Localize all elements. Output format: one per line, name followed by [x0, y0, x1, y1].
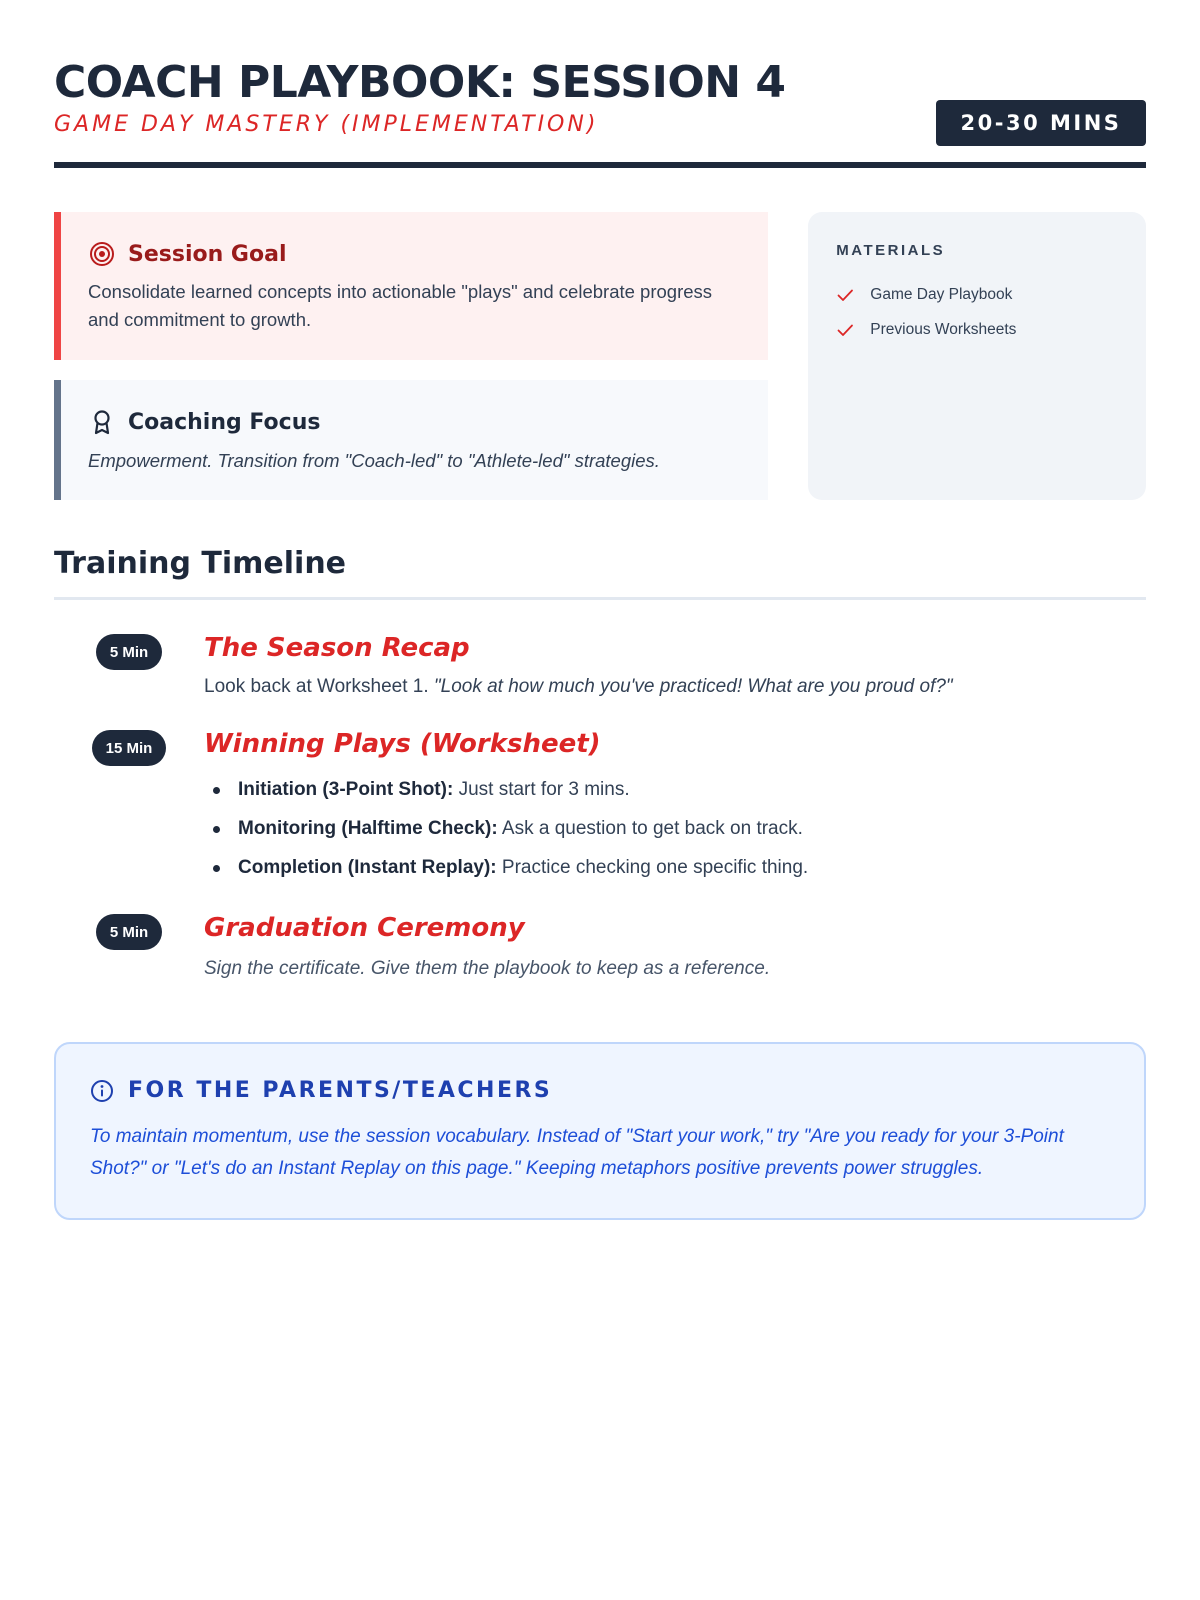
materials-item-label: Previous Worksheets: [870, 320, 1017, 338]
materials-list: [836, 277, 1118, 347]
session-goal-title: Session Goal: [128, 241, 287, 267]
coaching-focus-text: Empowerment. Transition from "Coach-led" to "Athlete-led" strategies.: [88, 450, 660, 471]
materials-item: [836, 312, 1118, 347]
list-item-text: Practice checking one specific thing.: [496, 857, 809, 878]
materials-item-label: Game Day Playbook: [870, 285, 1013, 303]
list-item-text: Ask a question to get back on track.: [497, 818, 803, 839]
overview-row: [54, 212, 1146, 500]
award-ribbon-icon: [88, 408, 116, 436]
duration-pill: 5 Min: [96, 634, 162, 670]
info-icon: [90, 1079, 114, 1103]
list-item: [204, 770, 1146, 809]
page-title: COACH PLAYBOOK: SESSION 4: [54, 57, 786, 108]
timeline-item-season-recap: [54, 630, 1146, 726]
timeline-title: Training Timeline: [54, 546, 1146, 600]
target-icon: [88, 240, 116, 268]
parents-header: [90, 1078, 1110, 1103]
materials-item: [836, 277, 1118, 312]
timeline-item-lead: Look back at Worksheet 1.: [204, 676, 434, 697]
timeline-item-heading: The Season Recap: [204, 633, 470, 663]
timeline-item-heading: Graduation Ceremony: [204, 913, 525, 943]
list-item: [204, 848, 1146, 887]
duration-pill: 5 Min: [96, 914, 162, 950]
list-item: [204, 809, 1146, 848]
training-timeline: [54, 630, 1146, 1000]
page-subtitle: GAME DAY MASTERY (IMPLEMENTATION): [54, 112, 599, 137]
overview-left: [54, 212, 768, 500]
duration-pill: 15 Min: [92, 730, 167, 766]
coaching-focus-card: [54, 380, 768, 500]
list-item-label: Completion (Instant Replay):: [238, 857, 497, 878]
coaching-focus-title: Coaching Focus: [128, 409, 321, 435]
coaching-focus-header: [88, 408, 738, 436]
timeline-item-quote: "Look at how much you've practiced! What are you proud of?": [433, 676, 953, 697]
timeline-item-text: [204, 676, 1146, 698]
parents-text: To maintain momentum, use the session vocabulary. Instead of "Start your work," try "Are you ready for your 3-Point Shot?" or "Let's do an Instant Replay on this page." Keeping metaphors positive prevents power struggles.: [90, 1126, 1064, 1179]
timeline-item-winning-plays: [54, 726, 1146, 910]
timeline-item-note: Sign the certificate. Give them the playbook to keep as a reference.: [204, 958, 771, 979]
list-item-label: Initiation (3-Point Shot):: [238, 779, 454, 800]
session-goal-header: [88, 240, 738, 268]
session-goal-text: Consolidate learned concepts into actionable "plays" and celebrate progress and commitment to growth.: [88, 281, 713, 330]
plays-list: [204, 770, 1146, 887]
check-icon: [836, 286, 854, 304]
session-goal-card: [54, 212, 768, 360]
list-item-label: Monitoring (Halftime Check):: [238, 818, 498, 839]
header: [54, 58, 1146, 168]
timeline-item-heading: Winning Plays (Worksheet): [204, 729, 601, 759]
materials-label: MATERIALS: [836, 242, 946, 259]
check-icon: [836, 321, 854, 339]
parents-title: FOR THE PARENTS/TEACHERS: [128, 1078, 553, 1103]
materials-panel: [808, 212, 1146, 500]
list-item-text: Just start for 3 mins.: [453, 779, 630, 800]
parents-teachers-callout: [54, 1042, 1146, 1220]
duration-badge: 20-30 MINS: [936, 100, 1146, 146]
timeline-item-graduation: [54, 910, 1146, 1000]
